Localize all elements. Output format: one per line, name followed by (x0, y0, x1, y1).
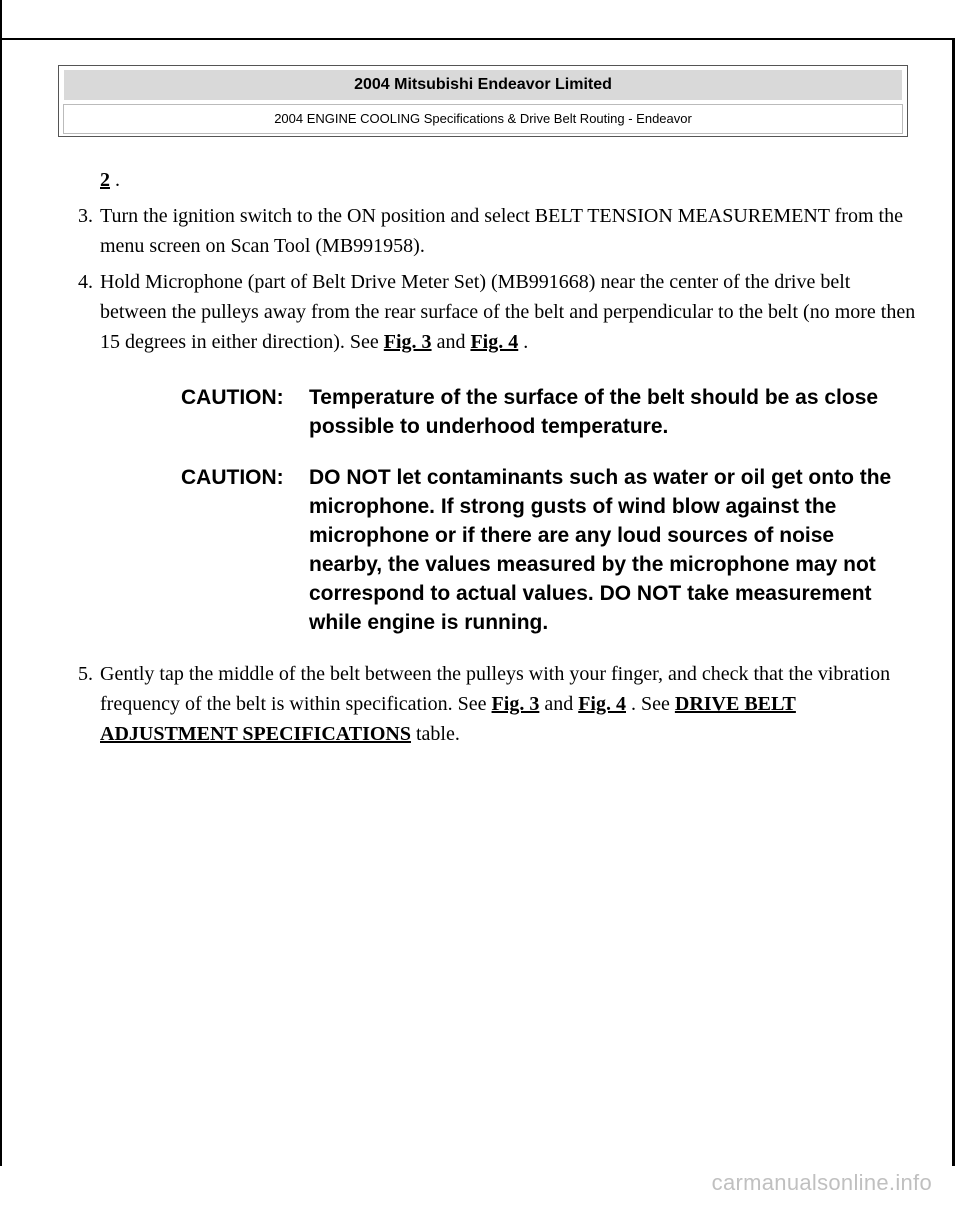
step-4 (78, 267, 918, 357)
caution-label: CAUTION: (181, 386, 284, 409)
caution-note (181, 463, 918, 637)
drive-belt-specifications-link[interactable]: DRIVE BELT ADJUSTMENT SPECIFICATIONS (100, 693, 796, 745)
caution-text: Temperature of the surface of the belt should be as close possible to underhood temperature. (309, 386, 879, 438)
page-border-top (0, 38, 955, 40)
fig-3-link[interactable]: Fig. 3 (491, 693, 540, 715)
step-2-link[interactable]: 2 (100, 169, 110, 191)
fig-3-link[interactable]: Fig. 3 (383, 331, 432, 353)
cautions-block (181, 383, 918, 637)
step-3 (78, 201, 918, 261)
step-text-join: and (539, 693, 579, 715)
site-watermark: carmanualsonline.info (711, 1170, 932, 1195)
step-number: 4. (78, 271, 93, 293)
continued-step-reference (78, 165, 918, 195)
document-body (78, 165, 918, 749)
step-text-end: . (518, 331, 529, 353)
page-border-left (0, 0, 2, 1166)
document-header (58, 65, 908, 137)
page-border-right (952, 40, 955, 1166)
step-number: 3. (78, 205, 93, 227)
caution-text: DO NOT let contaminants such as water or oil get onto the microphone. If strong gusts of wind blow against the microphone or if there are any loud sources of noise nearby, the values measured by the microphone may not correspond to actual values. DO NOT take measurement while engine is running. (309, 466, 892, 634)
step-text-join: . See (626, 693, 675, 715)
step-number: 5. (78, 663, 93, 685)
caution-note (181, 383, 918, 441)
step-text-join: and (431, 331, 471, 353)
fig-4-link[interactable]: Fig. 4 (470, 331, 519, 353)
continued-step-tail: . (110, 169, 120, 191)
step-5 (78, 659, 918, 749)
step-text: Gently tap the middle of the belt between the pulleys with your finger, and check that the vibration frequency of the belt is within specification. See (100, 663, 891, 715)
step-text: Hold Microphone (part of Belt Drive Meter Set) (MB991668) near the center of the drive belt between the pulleys away from the rear surface of the belt and perpendicular to the belt (no more then 15 degrees in either direction). See (100, 271, 916, 353)
fig-4-link[interactable]: Fig. 4 (578, 693, 626, 715)
section-title: 2004 ENGINE COOLING Specifications & Drive Belt Routing - Endeavor (63, 104, 903, 134)
step-text-end: table. (411, 723, 460, 745)
vehicle-title: 2004 Mitsubishi Endeavor Limited (63, 69, 903, 101)
caution-label: CAUTION: (181, 466, 284, 489)
step-text: Turn the ignition switch to the ON position and select BELT TENSION MEASUREMENT from the menu screen on Scan Tool (MB991958). (100, 205, 903, 257)
